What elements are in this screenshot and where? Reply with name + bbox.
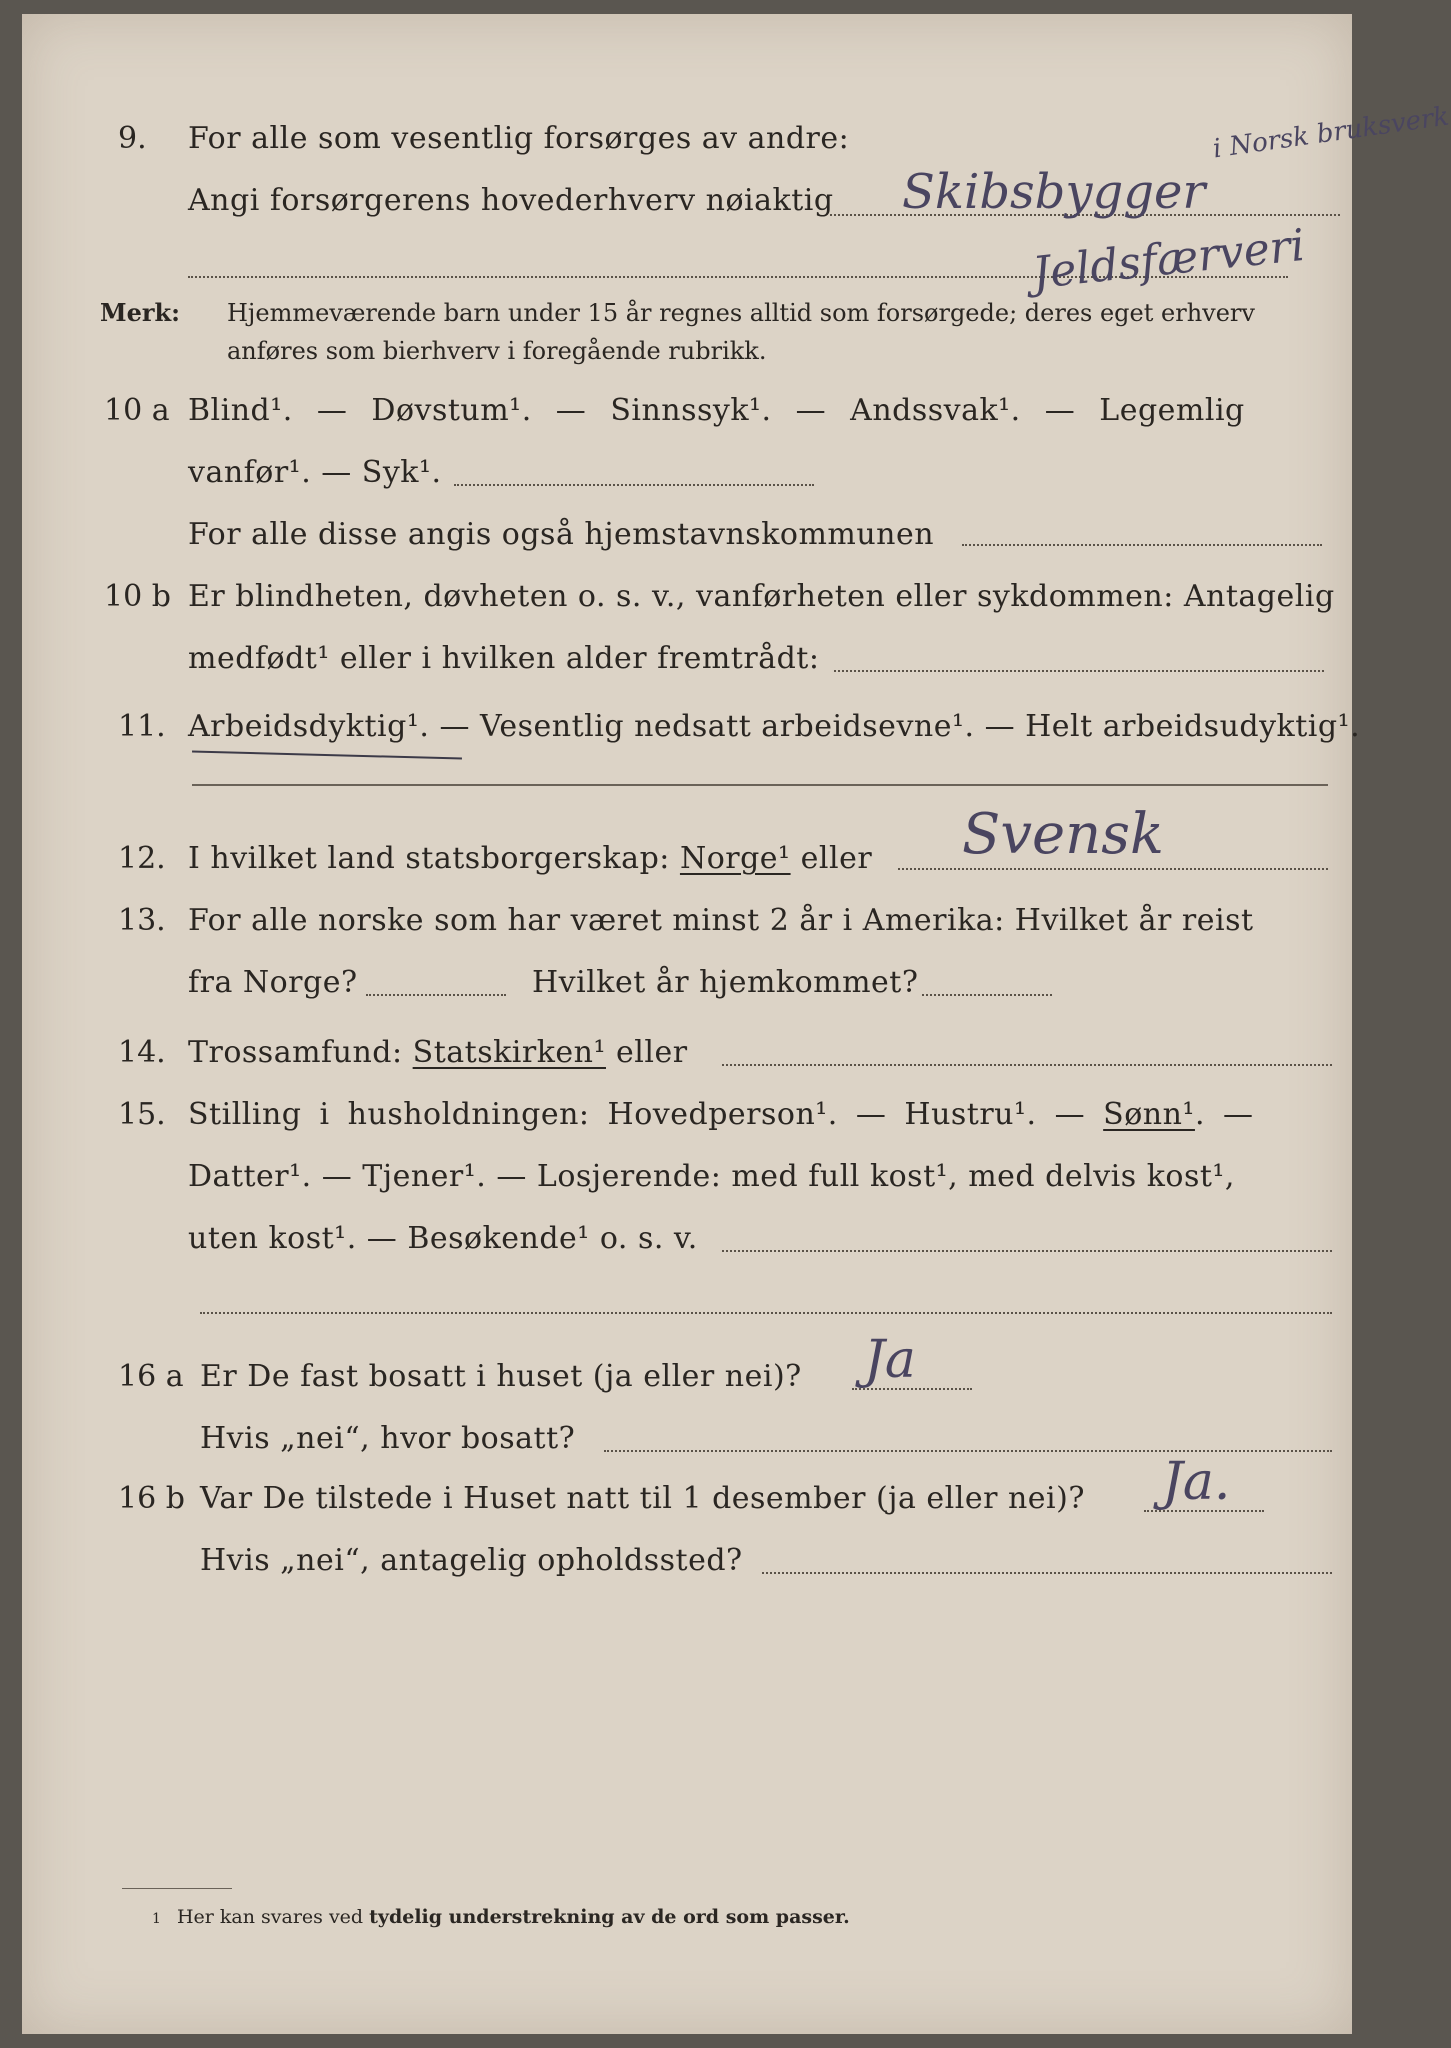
q15-line2: Datter¹. — Tjener¹. — Losjerende: med full kost¹, med delvis kost¹, [188,1159,1235,1194]
footnote-marker: 1 [152,1911,161,1927]
q13-hjemkommet-line [922,994,1052,996]
q15-number: 15. [118,1097,166,1132]
q10b-number: 10 b [104,579,171,614]
q15-line1 [188,1096,1254,1134]
q10b-line2: medfødt¹ eller i hvilken alder fremtrådt: [188,641,820,676]
q13-reist-line [366,994,506,996]
q12-question: I hvilket land statsborgerskap: [188,841,670,876]
q15-line3: uten kost¹. — Besøkende¹ o. s. v. [188,1221,698,1256]
q9-number: 9. [118,121,147,156]
footnote-text: Her kan svares ved [176,1906,364,1928]
q15-line1-tail: . — [1194,1097,1254,1132]
q14-question: Trossamfund: [188,1035,403,1070]
q16a-line2: Hvis „nei“, hvor bosatt? [200,1421,576,1456]
footnote-text-bold: tydelig understrekning av de ord som passer. [369,1906,850,1928]
footnote-rule [122,1888,232,1889]
q9-handwritten-answer-2: Jeldsfærveri [1030,219,1308,300]
q16b-line1: Var De tilstede i Huset natt til 1 desember (ja eller nei)? [200,1481,1085,1516]
q12-tail: eller [800,841,873,876]
q11-answer-line [192,784,1328,786]
q14-tail: eller [616,1035,688,1070]
q16a-number: 16 a [118,1359,184,1394]
q10a-line1: Blind¹. — Døvstum¹. — Sinnssyk¹. — Andssvak¹. — Legemlig [188,393,1245,428]
q14-underlined-option: Statskirken¹ [412,1035,606,1070]
q15-underlined-option: Sønn¹ [1103,1097,1195,1132]
merk-line1: Hjemmeværende barn under 15 år regnes alltid som forsørgede; deres eget erhverv [227,299,1255,327]
q9-handwritten-note: i Norsk bruksverk [1211,101,1451,165]
q11-pen-underline [192,750,462,759]
q12-underlined-option: Norge¹ [679,841,791,876]
q13-line1: For alle norske som har været minst 2 år i Amerika: Hvilket år reist [188,903,1254,938]
q12-number: 12. [118,841,166,876]
q12-handwritten-answer: Svensk [962,802,1164,867]
q13-line2b: Hvilket år hjemkommet? [532,965,919,1000]
q10b-answer-line [834,670,1324,672]
q16a-handwritten-answer: Ja [864,1330,916,1390]
q14-number: 14. [118,1035,166,1070]
q14-answer-line [722,1064,1332,1066]
q12-answer-line [898,868,1328,870]
q16b-opholdssted-line [762,1572,1332,1574]
q15-answer-line [722,1250,1332,1252]
q16a-line1: Er De fast bosatt i huset (ja eller nei)? [200,1359,802,1394]
q9-line1: For alle som vesentlig forsørges av andre: [188,121,850,156]
q14-text [188,1034,688,1072]
q10a-line3: For alle disse angis også hjemstavnskommunen [188,517,935,552]
footnote [152,1906,850,1928]
q11-number: 11. [118,709,166,744]
q16b-number: 16 b [118,1481,185,1516]
q16b-handwritten-answer: Ja. [1162,1452,1231,1512]
merk-line2: anføres som bierhverv i foregående rubrikk. [227,337,767,365]
q11-line1: Arbeidsdyktig¹. — Vesentlig nedsatt arbeidsevne¹. — Helt arbeidsudyktig¹. [188,709,1361,744]
q9-line2: Angi forsørgerens hovederhverv nøiaktig [188,183,834,218]
q10a-line2: vanfør¹. — Syk¹. [188,455,442,490]
q9-handwritten-answer: Skibsbygger [902,164,1206,220]
q10b-line1: Er blindheten, døvheten o. s. v., vanførheten eller sykdommen: Antagelig [188,579,1335,614]
merk-label: Merk: [100,298,180,327]
q15-line1-text: Stilling i husholdningen: Hovedperson¹. — Hustru¹. — [188,1097,1086,1132]
q10a-answer-line [454,484,814,486]
q10a-hjemstavn-line [962,544,1322,546]
q13-line2a: fra Norge? [188,965,358,1000]
q16b-line2: Hvis „nei“, antagelig opholdssted? [200,1543,743,1578]
q10a-number: 10 a [104,393,170,428]
q13-number: 13. [118,903,166,938]
census-form-page [22,14,1451,2034]
q15-answer-line-2 [200,1312,1332,1314]
q12-text [188,840,872,878]
